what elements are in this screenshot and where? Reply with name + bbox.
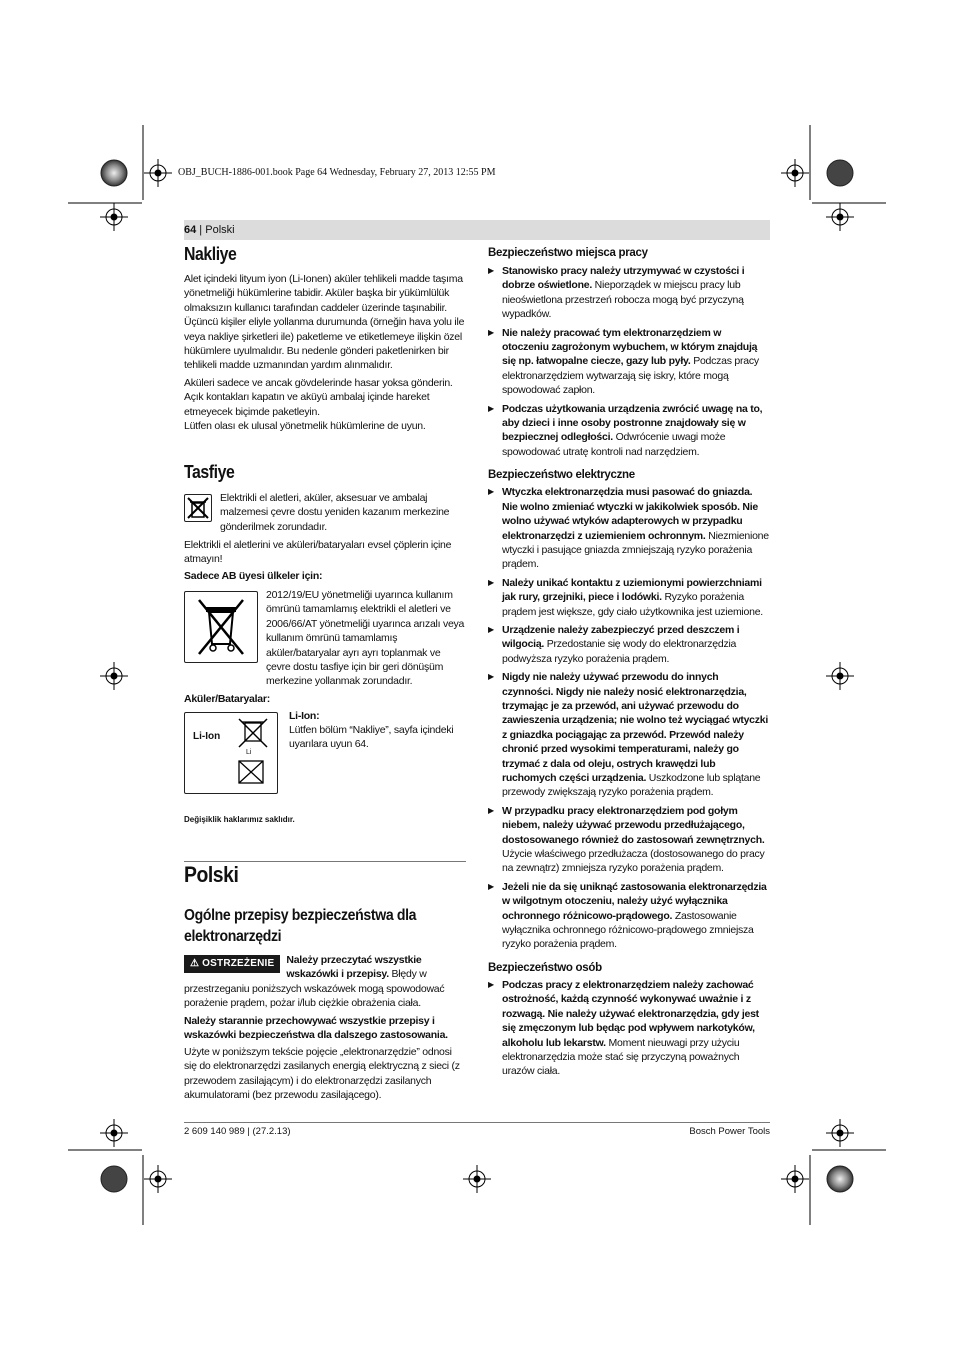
warning-text: Błędy w przestrzeganiu poniższych wskazówek mogą spowodować porażenie prądem, pożar i/lub ciężkie obrażenia ciała.: [184, 968, 445, 1010]
warning-label: OSTRZEŻENIE: [202, 958, 275, 969]
ab-directive-text: 2012/19/EU yönetmeliği uyarınca kullanım ömrünü tamamlamış elektrikli el aletleri ve 2006/66/AT yönetmeliği uyarınca arızalı veya kullanım ömrünü tamamlamış aküler/bataryalar ayrı ayrı toplanmak ve çevre dostu tasfiye için bir geri dönüşüm merkezine yollanmak zorundadır.: [266, 589, 465, 688]
item-bold: Urządzenie należy zabezpieczyć przed deszczem i wilgocią.: [502, 623, 740, 651]
keep-instructions-text: Należy starannie przechowywać wszystkie przepisy i wskazówki bezpieczeństwa dla dalszego zastosowania.: [184, 1015, 448, 1042]
list-item: [488, 978, 770, 1079]
list-item: [488, 402, 770, 460]
item-bold: Nigdy nie należy używać przewodu do innych czynności. Nigdy nie należy nosić elektronarzędzia, trzymając je za przewód, ani używać przewodu do zawieszenia urządzenia; nie wolno też wyciągać wtyczki z gniazdka pociągając za przewód. Przewód należy chronić przed wysokimi temperaturami, należy go trzymać z dala od oleju, ostrych krawędzi lub ruchomych części urządzenia.: [502, 671, 769, 784]
item-bold: Podczas pracy z elektronarzędziem należy zachować ostrożność, każdą czynność wykonywać uważnie i z rozwagą. Nie należy używać elektronarzędzia, gdy jest się zmęczonym lub będąc pod wpływem narkotyków, alkoholu lub lekarstw.: [502, 978, 759, 1049]
tasfiye-paragraph-1: Elektrikli el aletleri, aküler, aksesuar ve ambalaj malzemesi çevre dostu yeniden kazanım merkezine gönderilmek zorundadır.: [220, 492, 450, 533]
list-item: [488, 670, 770, 800]
tasfiye-heading: Tasfiye: [184, 462, 235, 482]
weee-crossed-bin-icon: [184, 591, 258, 663]
liion-small-label: Li: [246, 749, 252, 756]
right-column: [488, 247, 770, 1079]
nakliye-paragraph-4: Lütfen olası ek ulusal yönetmelik hükümlerine de uyun.: [184, 420, 426, 433]
item-text: Moment nieuwagi przy użyciu elektronarzędzia może stać się przyczyną poważnych urazów ciała.: [502, 1036, 740, 1078]
item-text: Podczas pracy elektronarzędziem wytwarzają się iskry, które mogą spowodować zapłon.: [502, 355, 759, 397]
safety-rules-heading: Ogólne przepisy bezpieczeństwa dla elektronarzędzi: [184, 907, 417, 945]
nakliye-paragraph-2: Üçüncü kişiler eliyle yollanma durumunda (örneğin hava yolu ile veya nakliye şirketleri ile) paketleme ve etiketlemeye ilişkin özel hükümlere uyulmalıdır. Bu nedenle gönderi paketlenirken bir tehlikeli madde uzmanından yardım alınmalıdır.: [184, 316, 465, 372]
nakliye-text: [184, 272, 466, 433]
item-bold: Nie należy pracować tym elektronarzędziem w otoczeniu zagrożonym wybuchem, w którym znajdują się np. łatwopalne ciecze, gazy lub pyły.: [502, 326, 758, 368]
section-heading-workplace: Bezpieczeństwo miejsca pracy: [488, 247, 648, 259]
nakliye-paragraph-1: Alet içindeki lityum iyon (Li-Ionen) aküler tehlikeli madde taşıma yönetmeliği hükümlerine tabidir. Aküler başka bir yükümlülük olmaksızın kullanıcı tarafından caddeler üzerinde taşınabilir.: [184, 273, 463, 314]
ab-heading: Sadece AB üyesi ülkeler için:: [184, 570, 323, 582]
item-text: Niezmienione wtyczki i pasujące gniazda zmniejszają ryzyko porażenia prądem.: [502, 529, 769, 571]
electrical-list: [488, 485, 770, 952]
recycle-bin-icon: [184, 494, 212, 522]
item-bold: Jeżeli nie da się uniknąć zastosowania elektronarzędzia w wilgotnym otoczeniu, należy użyć wyłącznika ochronnego różnicowo-prądowego.: [502, 880, 767, 922]
item-bold: Stanowisko pracy należy utrzymywać w czystości i dobrze oświetlone.: [502, 265, 745, 292]
footer-rule: [184, 1122, 770, 1123]
tasfiye-paragraph-2: Elektrikli el aletlerini ve aküleri/bataryaları evsel çöplerin içine atmayın!: [184, 539, 452, 566]
page-bar-separator: |: [196, 224, 206, 236]
item-text: Nieporządek w miejscu pracy lub nieoświetlona przestrzeń robocza mogą być przyczyną wypadków.: [502, 279, 744, 321]
item-bold: W przypadku pracy elektronarzędziem pod gołym niebem, należy używać przewodu przedłużającego, dostosowanego również do zastosowań zewnętrznych.: [502, 804, 765, 846]
item-text: Użycie właściwego przedłużacza (dostosowanego do pracy na zewnątrz) zmniejsza ryzyko porażenia prądem.: [502, 848, 765, 875]
item-bold: Należy unikać kontaktu z uziemionymi powierzchniami jak rury, grzejniki, piece i lodówki.: [502, 576, 762, 604]
list-item: [488, 264, 770, 322]
section-heading-personal: Bezpieczeństwo osób: [488, 961, 602, 974]
item-text: Ryzyko porażenia prądem jest większe, gdy ciało użytkownika jest uziemione.: [502, 591, 763, 618]
item-text: Zastosowanie wyłącznika ochronnego różnicowo-prądowego zmniejsza ryzyko porażenia prądem.: [502, 909, 754, 951]
footer-left: 2 609 140 989 | (27.2.13): [184, 1126, 291, 1137]
liion-text: Lütfen bölüm “Nakliye”, sayfa içindeki uyarılara uyun 64.: [289, 724, 454, 751]
page-language: Polski: [205, 224, 235, 236]
liion-heading: Li-Ion:: [289, 710, 320, 722]
polski-heading: Polski: [184, 862, 239, 887]
workplace-list: [488, 264, 770, 459]
warning-block: [184, 953, 466, 1011]
list-item: [488, 326, 770, 398]
print-header-line: OBJ_BUCH-1886-001.book Page 64 Wednesday, February 27, 2013 12:55 PM: [178, 167, 496, 178]
list-item: [488, 623, 770, 666]
list-item: [488, 880, 770, 952]
item-text: Uszkodzone lub splątane przewody zwiększają ryzyko porażenia prądem.: [502, 772, 761, 799]
battery-disposal-symbol: [184, 712, 278, 794]
warning-badge: ⚠ OSTRZEŻENIE: [184, 955, 280, 973]
page-header-bar: [184, 220, 770, 240]
term-definition-text: Użyte w poniższym tekście pojęcie „elektronarzędzie” odnosi się do elektronarzędzi zasilanych energią elektryczną z sieci (z przewodem zasilającym) i do elektronarzędzi zasilanych akumulatorami (bez przewodu zasilającego).: [184, 1046, 460, 1102]
section-heading-electrical: Bezpieczeństwo elektryczne: [488, 469, 635, 482]
personal-list: [488, 978, 770, 1079]
list-item: [488, 576, 770, 619]
footer-right: Bosch Power Tools: [689, 1126, 770, 1137]
list-item: [488, 804, 770, 876]
aku-heading: Aküler/Bataryalar:: [184, 693, 270, 705]
list-item: [488, 485, 770, 571]
item-bold: Podczas użytkowania urządzenia zwrócić uwagę na to, aby dzieci i inne osoby postronne znajdowały się w bezpiecznej odległości.: [502, 402, 763, 444]
item-text: Odwrócenie uwagi może spowodować utratę kontroli nad narzędziem.: [502, 431, 726, 458]
warning-bold-text: Należy przeczytać wszystkie wskazówki i przepisy.: [286, 954, 422, 981]
item-bold: Wtyczka elektronarzędzia musi pasować do gniazda. Nie wolno zmieniać wtyczki w jakikolwiek sposób. Nie wolno używać wtyków adapterowych w przypadku elektronarzędzi z uziemieniem ochronnym.: [502, 486, 758, 542]
nakliye-heading: Nakliye: [184, 244, 237, 264]
liion-symbol-label: Li-Ion: [193, 731, 221, 742]
crossed-bin-icon: [235, 717, 273, 789]
item-text: Przedostanie się wody do elektronarzędzia podwyższa ryzyko porażenia prądem.: [502, 638, 737, 665]
rights-reserved: Değişiklik haklarımız saklıdır.: [184, 815, 295, 824]
nakliye-paragraph-3: Aküleri sadece ve ancak gövdelerinde hasar yoksa gönderin. Açık kontakları kapatın ve aküyü ambalaj içinde hareket etmeyecek biçimde paketleyin.: [184, 376, 453, 418]
page-number: 64: [184, 224, 197, 236]
